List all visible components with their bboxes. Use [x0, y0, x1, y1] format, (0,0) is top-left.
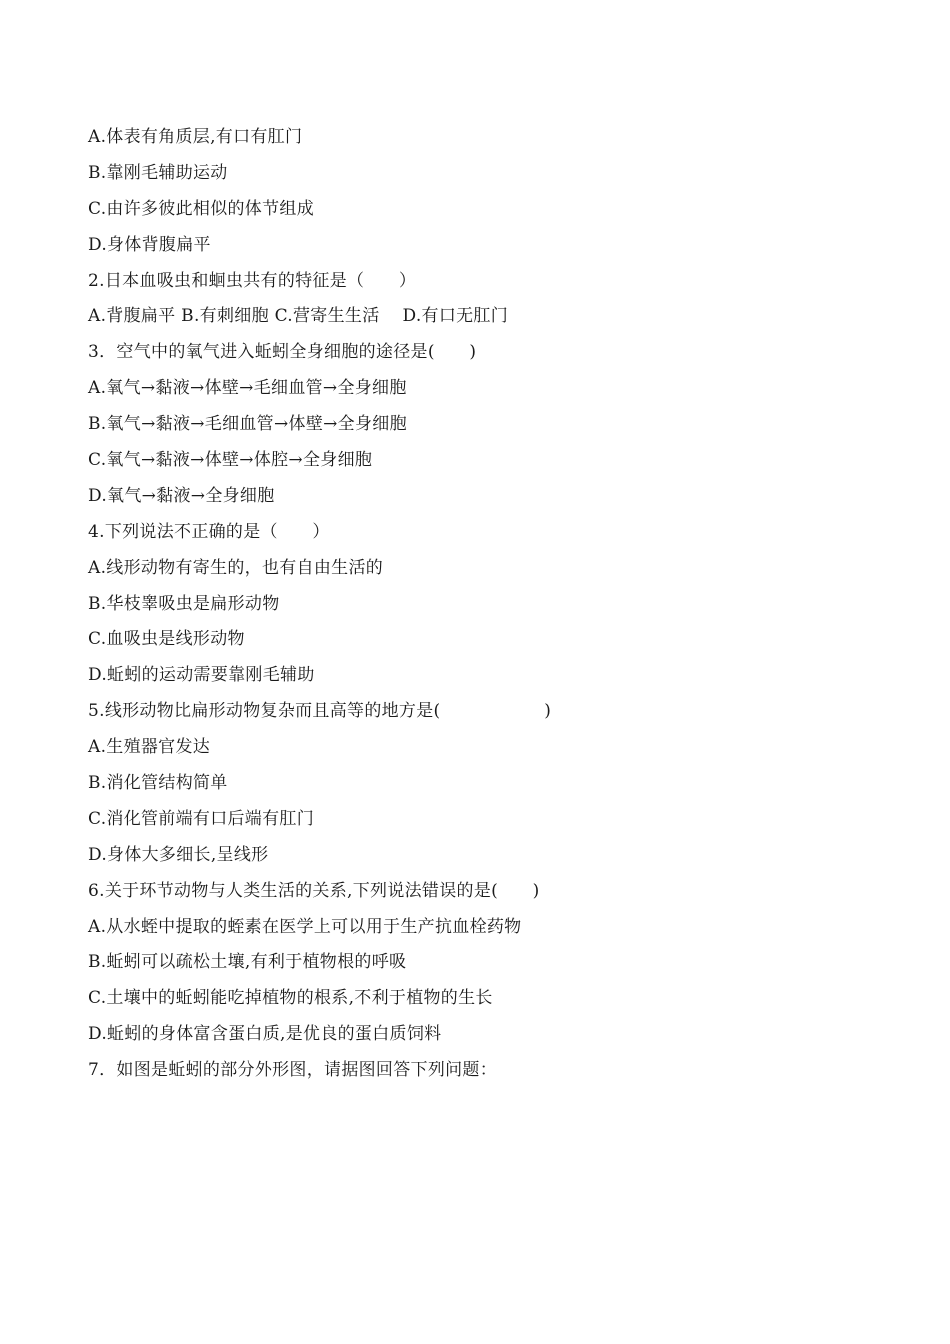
question-text-block	[88, 120, 908, 1089]
question-6-option-a: A.从水蛭中提取的蛭素在医学上可以用于生产抗血栓药物	[88, 916, 522, 937]
question-6-stem: 6.关于环节动物与人类生活的关系,下列说法错误的是( )	[88, 880, 540, 901]
question-4-option-d: D.蚯蚓的运动需要靠刚毛辅助	[88, 665, 315, 686]
question-2-stem: 2.日本血吸虫和蛔虫共有的特征是（ ）	[88, 270, 417, 291]
question-6-option-c: C.土壤中的蚯蚓能吃掉植物的根系,不利于植物的生长	[88, 988, 493, 1009]
question-4-stem: 4.下列说法不正确的是（ ）	[88, 521, 330, 542]
question-4-option-c: C.血吸虫是线形动物	[88, 629, 245, 650]
question-3-option-c: C.氧气→黏液→体壁→体腔→全身细胞	[88, 450, 373, 471]
question-4-option-a: A.线形动物有寄生的，也有自由生活的	[88, 557, 384, 578]
question-2-options: A.背腹扁平 B.有刺细胞 C.营寄生生活 D.有口无肛门	[88, 306, 509, 327]
question-5-option-c: C.消化管前端有口后端有肛门	[88, 808, 315, 829]
question-5-option-d: D.身体大多细长,呈线形	[88, 844, 269, 865]
question-4-option-b: B.华枝睾吸虫是扁形动物	[88, 593, 280, 614]
question-6-option-d: D.蚯蚓的身体富含蛋白质,是优良的蛋白质饲料	[88, 1024, 442, 1045]
question-3-stem: 3．空气中的氧气进入蚯蚓全身细胞的途径是( )	[88, 342, 477, 363]
option-a-line: A.体表有角质层,有口有肛门	[88, 127, 303, 147]
option-b-line: B.靠刚毛辅助运动	[88, 162, 228, 183]
question-7-stem: 7．如图是蚯蚓的部分外形图，请据图回答下列问题：	[88, 1060, 498, 1081]
question-5-option-b: B.消化管结构简单	[88, 773, 228, 794]
question-5-option-a: A.生殖器官发达	[88, 737, 211, 758]
question-3-option-d: D.氧气→黏液→全身细胞	[88, 485, 275, 506]
option-c-line: C.由许多彼此相似的体节组成	[88, 198, 315, 219]
option-d-line: D.身体背腹扁平	[88, 234, 211, 255]
question-5-stem: 5.线形动物比扁形动物复杂而且高等的地方是( )	[88, 701, 552, 722]
question-3-option-a: A.氧气→黏液→体壁→毛细血管→全身细胞	[88, 378, 407, 399]
question-3-option-b: B.氧气→黏液→毛细血管→体壁→全身细胞	[88, 414, 407, 435]
question-6-option-b: B.蚯蚓可以疏松土壤,有利于植物根的呼吸	[88, 952, 407, 973]
